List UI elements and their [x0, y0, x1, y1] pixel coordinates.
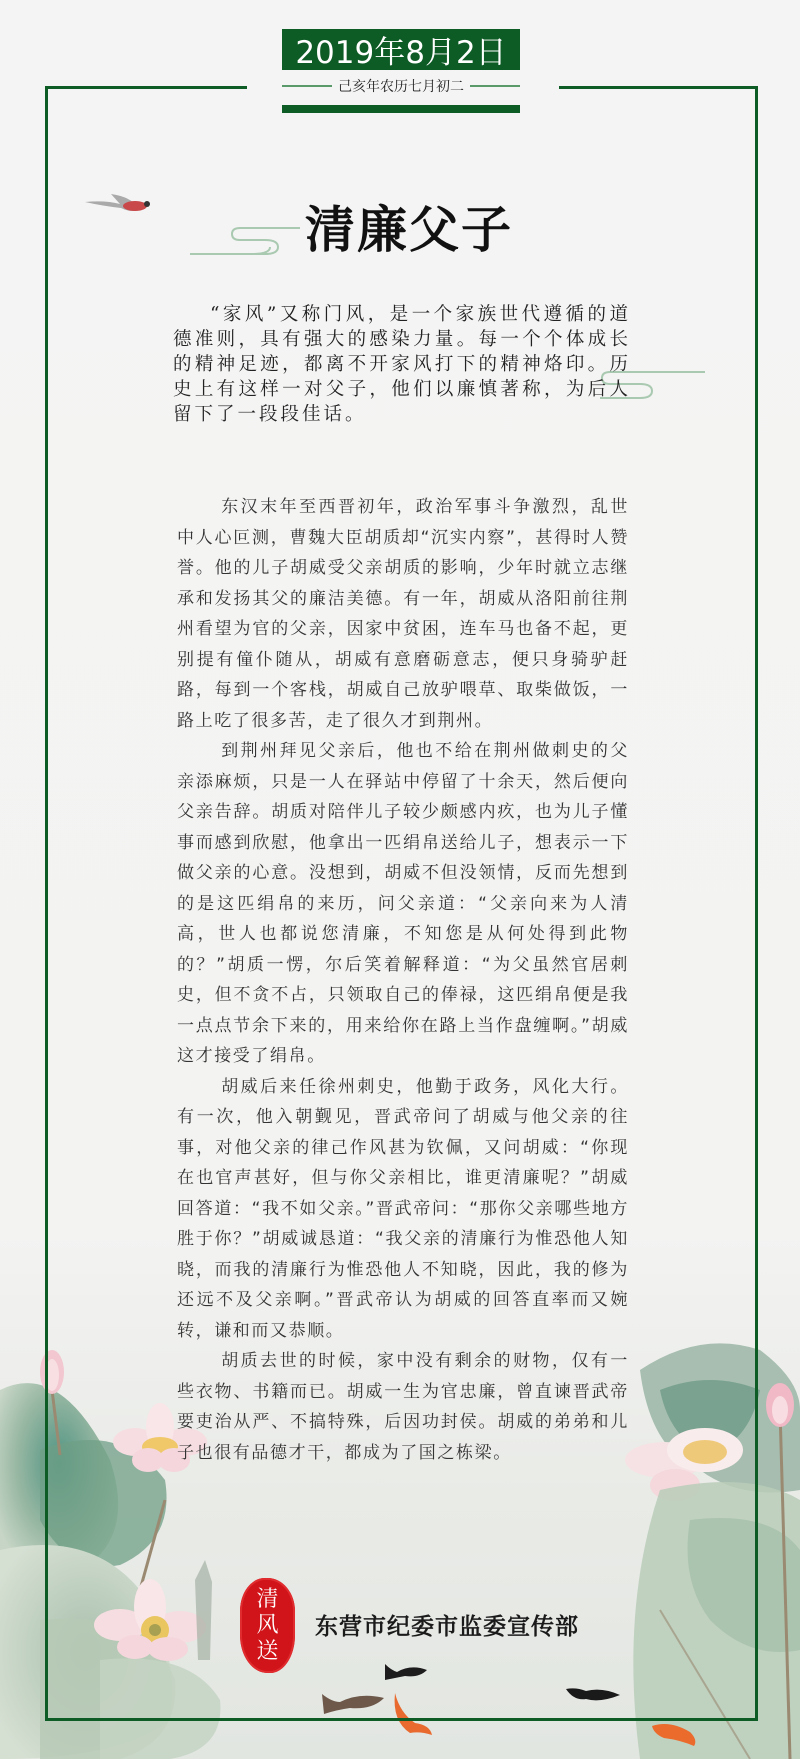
date-underline-bar	[282, 105, 520, 113]
date-text: 2019年8月2日	[295, 35, 507, 71]
seal-char-1: 清	[256, 1586, 279, 1612]
divider-line-right	[470, 85, 520, 87]
article-title: 清廉父子	[305, 200, 513, 259]
body-paragraph-2: 到荆州拜见父亲后，他也不给在荆州做刺史的父亲添麻烦，只是一人在驿站中停留了十余天，然后便向父亲告辞。胡质对陪伴儿子较少颇感内疚，也为儿子懂事而感到欣慰，他拿出一匹绢帛送给儿子，想表示一下做父亲的心意。没想到，胡威不但没领情，反而先想到的是这匹绢帛的来历，问父亲道：“父亲向来为人清高，世人也都说您清廉，不知您是从何处得到此物的？”胡质一愣，尔后笑着解释道：“为父虽然官居刺史，但不贪不占，只领取自己的俸禄，这匹绢帛便是我一点点节余下来的，用来给你在路上当作盘缠啊。”胡威这才接受了绢帛。	[177, 741, 629, 1066]
lunar-date-row	[282, 75, 520, 97]
lunar-date-text: 己亥年农历七月初二	[338, 79, 464, 95]
seal-char-2: 风	[256, 1612, 279, 1638]
organization-name: 东营市纪委市监委宣传部	[315, 1613, 579, 1640]
seal-char-3: 送	[256, 1638, 279, 1664]
qingfeng-seal-stamp	[240, 1578, 295, 1673]
body-paragraph-1: 东汉末年至西晋初年，政治军事斗争激烈，乱世中人心叵测，曹魏大臣胡质却“沉实内察”，甚得时人赞誉。他的儿子胡威受父亲胡质的影响，少年时就立志继承和发扬其父的廉洁美德。有一年，胡威从洛阳前往荆州看望为官的父亲，因家中贫困，连车马也备不起，更别提有僮仆随从，胡威有意磨砺意志，便只身骑驴赶路，每到一个客栈，胡威自己放驴喂草、取柴做饭，一路上吃了很多苦，走了很久才到荆州。	[177, 497, 629, 731]
body-paragraph-4: 胡质去世的时候，家中没有剩余的财物，仅有一些衣物、书籍而已。胡威一生为官忠廉，曾直谏晋武帝要吏治从严、不搞特殊，后因功封侯。胡威的弟弟和儿子也很有品德才干，都成为了国之栋梁。	[177, 1351, 629, 1463]
article-intro	[173, 302, 631, 427]
date-banner	[282, 29, 520, 70]
divider-line-left	[282, 85, 332, 87]
swallow-bird-icon	[85, 192, 160, 214]
article-body	[177, 492, 629, 1468]
body-paragraph-3: 胡威后来任徐州刺史，他勤于政务，风化大行。有一次，他入朝觐见，晋武帝问了胡威与他父亲的往事，对他父亲的律己作风甚为钦佩，又问胡威：“你现在也官声甚好，但与你父亲相比，谁更清廉呢？”胡威回答道：“我不如父亲。”晋武帝问：“那你父亲哪些地方胜于你？”胡威诚恳道：“我父亲的清廉行为惟恐他人知晓，而我的清廉行为惟恐他人不知晓，因此，我的修为还远不及父亲啊。”晋武帝认为胡威的回答直率而又婉转，谦和而又恭顺。	[177, 1076, 629, 1341]
cloud-line-icon	[190, 226, 300, 256]
koi-fish-orange-2-illustration	[650, 1718, 700, 1748]
intro-paragraph: “家风”又称门风，是一个家族世代遵循的道德准则，具有强大的感染力量。每一个个体成长的精神足迹，都离不开家风打下的精神烙印。历史上有这样一对父子，他们以廉慎著称，为后人留下了一段段佳话。	[173, 304, 631, 425]
